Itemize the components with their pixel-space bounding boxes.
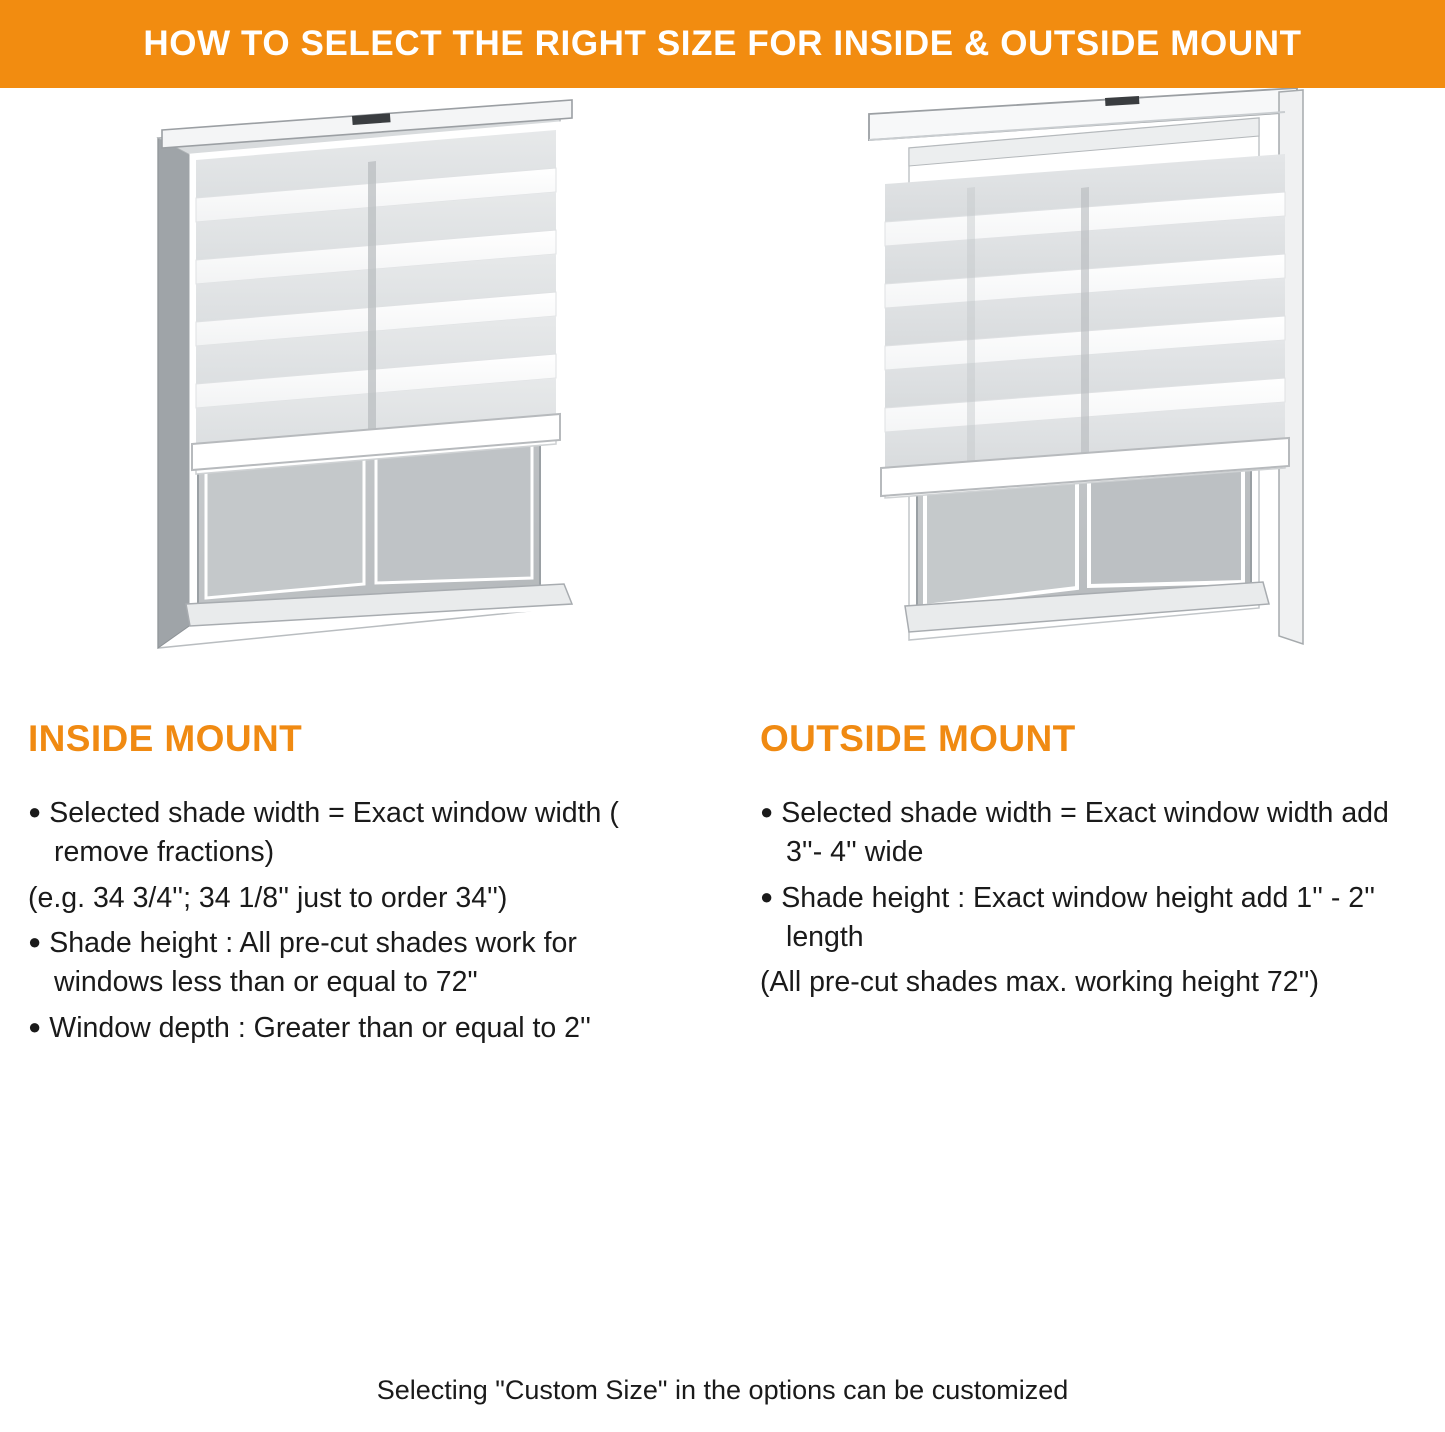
bullet-dot-icon: ● <box>28 928 42 954</box>
list-item <box>760 794 1410 873</box>
list-item-text: (e.g. 34 3/4''; 34 1/8'' just to order 34'') <box>28 881 508 914</box>
inside-mount-title: INSIDE MOUNT <box>28 718 303 759</box>
inside-mount-column <box>28 718 678 1054</box>
bullet-dot-icon: ● <box>28 1013 42 1039</box>
list-item <box>28 879 678 918</box>
list-item <box>28 1009 678 1048</box>
list-item-text: Selected shade width = Exact window width add 3''- 4'' wide <box>781 797 1389 869</box>
list-item <box>760 963 1410 1002</box>
list-item-text: Shade height : Exact window height add 1'' - 2'' length <box>781 881 1376 953</box>
bullet-dot-icon: ● <box>760 883 774 909</box>
page-title: HOW TO SELECT THE RIGHT SIZE FOR INSIDE & OUTSIDE MOUNT <box>143 24 1302 63</box>
bullet-dot-icon: ● <box>760 799 774 824</box>
inside-mount-bullets <box>28 794 678 1048</box>
list-item <box>28 924 678 1003</box>
inside-mount-illustration <box>140 88 610 708</box>
illustration-area <box>0 88 1445 718</box>
bullet-dot-icon: ● <box>28 799 42 824</box>
list-item-text: Window depth : Greater than or equal to 2'' <box>49 1011 591 1044</box>
list-item-text: Selected shade width = Exact window width ( remove fractions) <box>49 797 619 869</box>
inside-mount-svg <box>140 88 610 708</box>
header-banner <box>0 0 1445 88</box>
footer-note: Selecting "Custom Size" in the options can be customized <box>376 1375 1069 1405</box>
list-item <box>28 794 678 873</box>
list-item-text: Shade height : All pre-cut shades work for windows less than or equal to 72" <box>49 926 577 999</box>
outside-mount-illustration <box>855 88 1325 708</box>
outside-mount-bullets <box>760 794 1410 1003</box>
list-item-text: (All pre-cut shades max. working height 72'') <box>760 966 1319 999</box>
outside-mount-title: OUTSIDE MOUNT <box>760 718 1076 759</box>
outside-mount-svg <box>855 88 1325 708</box>
outside-mount-column <box>760 718 1410 1009</box>
list-item <box>760 879 1410 958</box>
